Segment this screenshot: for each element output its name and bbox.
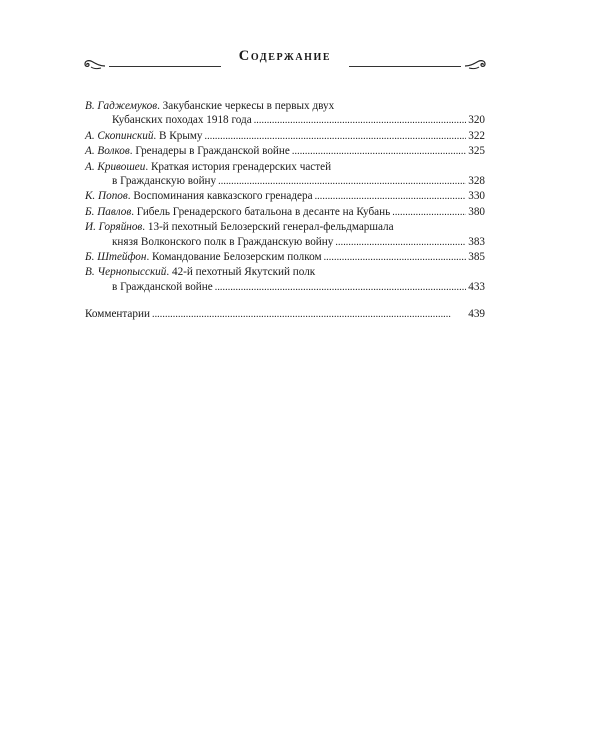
entry-page: 320 (468, 114, 485, 127)
header-rule-left (109, 66, 221, 67)
toc-header (85, 48, 485, 78)
toc-entry[interactable]: В. Гаджемуков. Закубанские черкесы в первых двух Кубанских походах 1918 года . . . 320 (85, 99, 485, 129)
entry-title-line: Гренадеры в Гражданской войне (135, 145, 290, 158)
page-title: Содержание (238, 48, 332, 64)
entry-author: Б. Штейфон (85, 251, 147, 264)
entry-page: 325 (468, 145, 485, 158)
entry-author: И. Горяйнов (85, 221, 143, 234)
entry-page: 380 (468, 205, 485, 218)
entry-page: 439 (468, 308, 485, 321)
entry-title-line: В Крыму (159, 129, 203, 142)
entry-title-line: в Гражданскую войну (112, 175, 217, 188)
toc-entry[interactable]: А. Волков. Гренадеры в Гражданской войне . . . 325 (85, 144, 485, 159)
dot-leader (152, 307, 466, 322)
toc-entry[interactable]: А. Скопинский. В Крыму . . . 322 (85, 129, 485, 144)
entry-author: А. Волков (85, 145, 130, 158)
appendix-label: Комментарии (85, 308, 150, 321)
dot-leader (215, 280, 466, 295)
entry-author: Б. Павлов (85, 205, 132, 218)
toc-entry[interactable]: Б. Штейфон. Командование Белозерским полком . . . 385 (85, 250, 485, 265)
entry-title-line: Командование Белозерским полком (152, 251, 322, 264)
entry-title-line: 13-й пехотный Белозерский генерал-фельдмаршала (147, 221, 394, 234)
dot-leader (205, 129, 467, 144)
dot-leader (335, 235, 466, 250)
toc-entry[interactable]: Б. Павлов. Гибель Гренадерского батальона в десанте на Кубань . . . 380 (85, 205, 485, 220)
entry-title-line: князя Волконского полк в Гражданскую войну (112, 235, 334, 248)
toc-entry[interactable]: И. Горяйнов. 13-й пехотный Белозерский генерал-фельдмаршала князя Волконского полк в Гражданскую войну . . . 383 (85, 220, 485, 250)
dot-leader (292, 144, 466, 159)
right-ornament-icon (463, 57, 487, 73)
entry-title-line: Воспоминания кавказского гренадера (133, 190, 313, 203)
entry-title-line: в Гражданской войне (112, 280, 213, 293)
entry-title-line: 42-й пехотный Якутский полк (171, 266, 316, 279)
entry-page: 322 (468, 129, 485, 142)
entry-author: А. Скопинский (85, 129, 154, 142)
dot-leader (218, 174, 466, 189)
entry-page: 383 (468, 235, 485, 248)
entry-page: 385 (468, 251, 485, 264)
toc-entry-appendix[interactable] (85, 307, 485, 322)
table-of-contents (85, 99, 485, 323)
entry-title-line: Краткая история гренадерских частей (150, 160, 332, 173)
header-rule-right (349, 66, 461, 67)
entry-author: В. Гаджемуков (85, 100, 158, 112)
entry-author: А. Кривошеи (85, 160, 146, 173)
dot-leader (392, 205, 466, 220)
entry-page: 328 (468, 175, 485, 188)
entry-title-line: Закубанские черкесы в первых двух (162, 100, 335, 112)
toc-entry[interactable]: В. Чернопысский. 42-й пехотный Якутский полк в Гражданской войне . . . 433 (85, 265, 485, 295)
toc-entry[interactable]: А. Кривошеи. Краткая история гренадерских частей в Гражданскую войну . . . 328 (85, 160, 485, 190)
dot-leader (324, 250, 467, 265)
entry-page: 433 (468, 280, 485, 293)
entry-author: К. Попов (85, 190, 128, 203)
toc-entry[interactable]: К. Попов. Воспоминания кавказского гренадера . . . 330 (85, 189, 485, 204)
entry-page: 330 (468, 190, 485, 203)
entry-title-line: Гибель Гренадерского батальона в десанте на Кубань (136, 205, 391, 218)
dot-leader (315, 189, 467, 204)
dot-leader (254, 113, 467, 128)
entry-author: В. Чернопысский (85, 266, 167, 279)
section-gap (85, 295, 485, 307)
entry-title-line: Кубанских походах 1918 года (112, 114, 252, 127)
